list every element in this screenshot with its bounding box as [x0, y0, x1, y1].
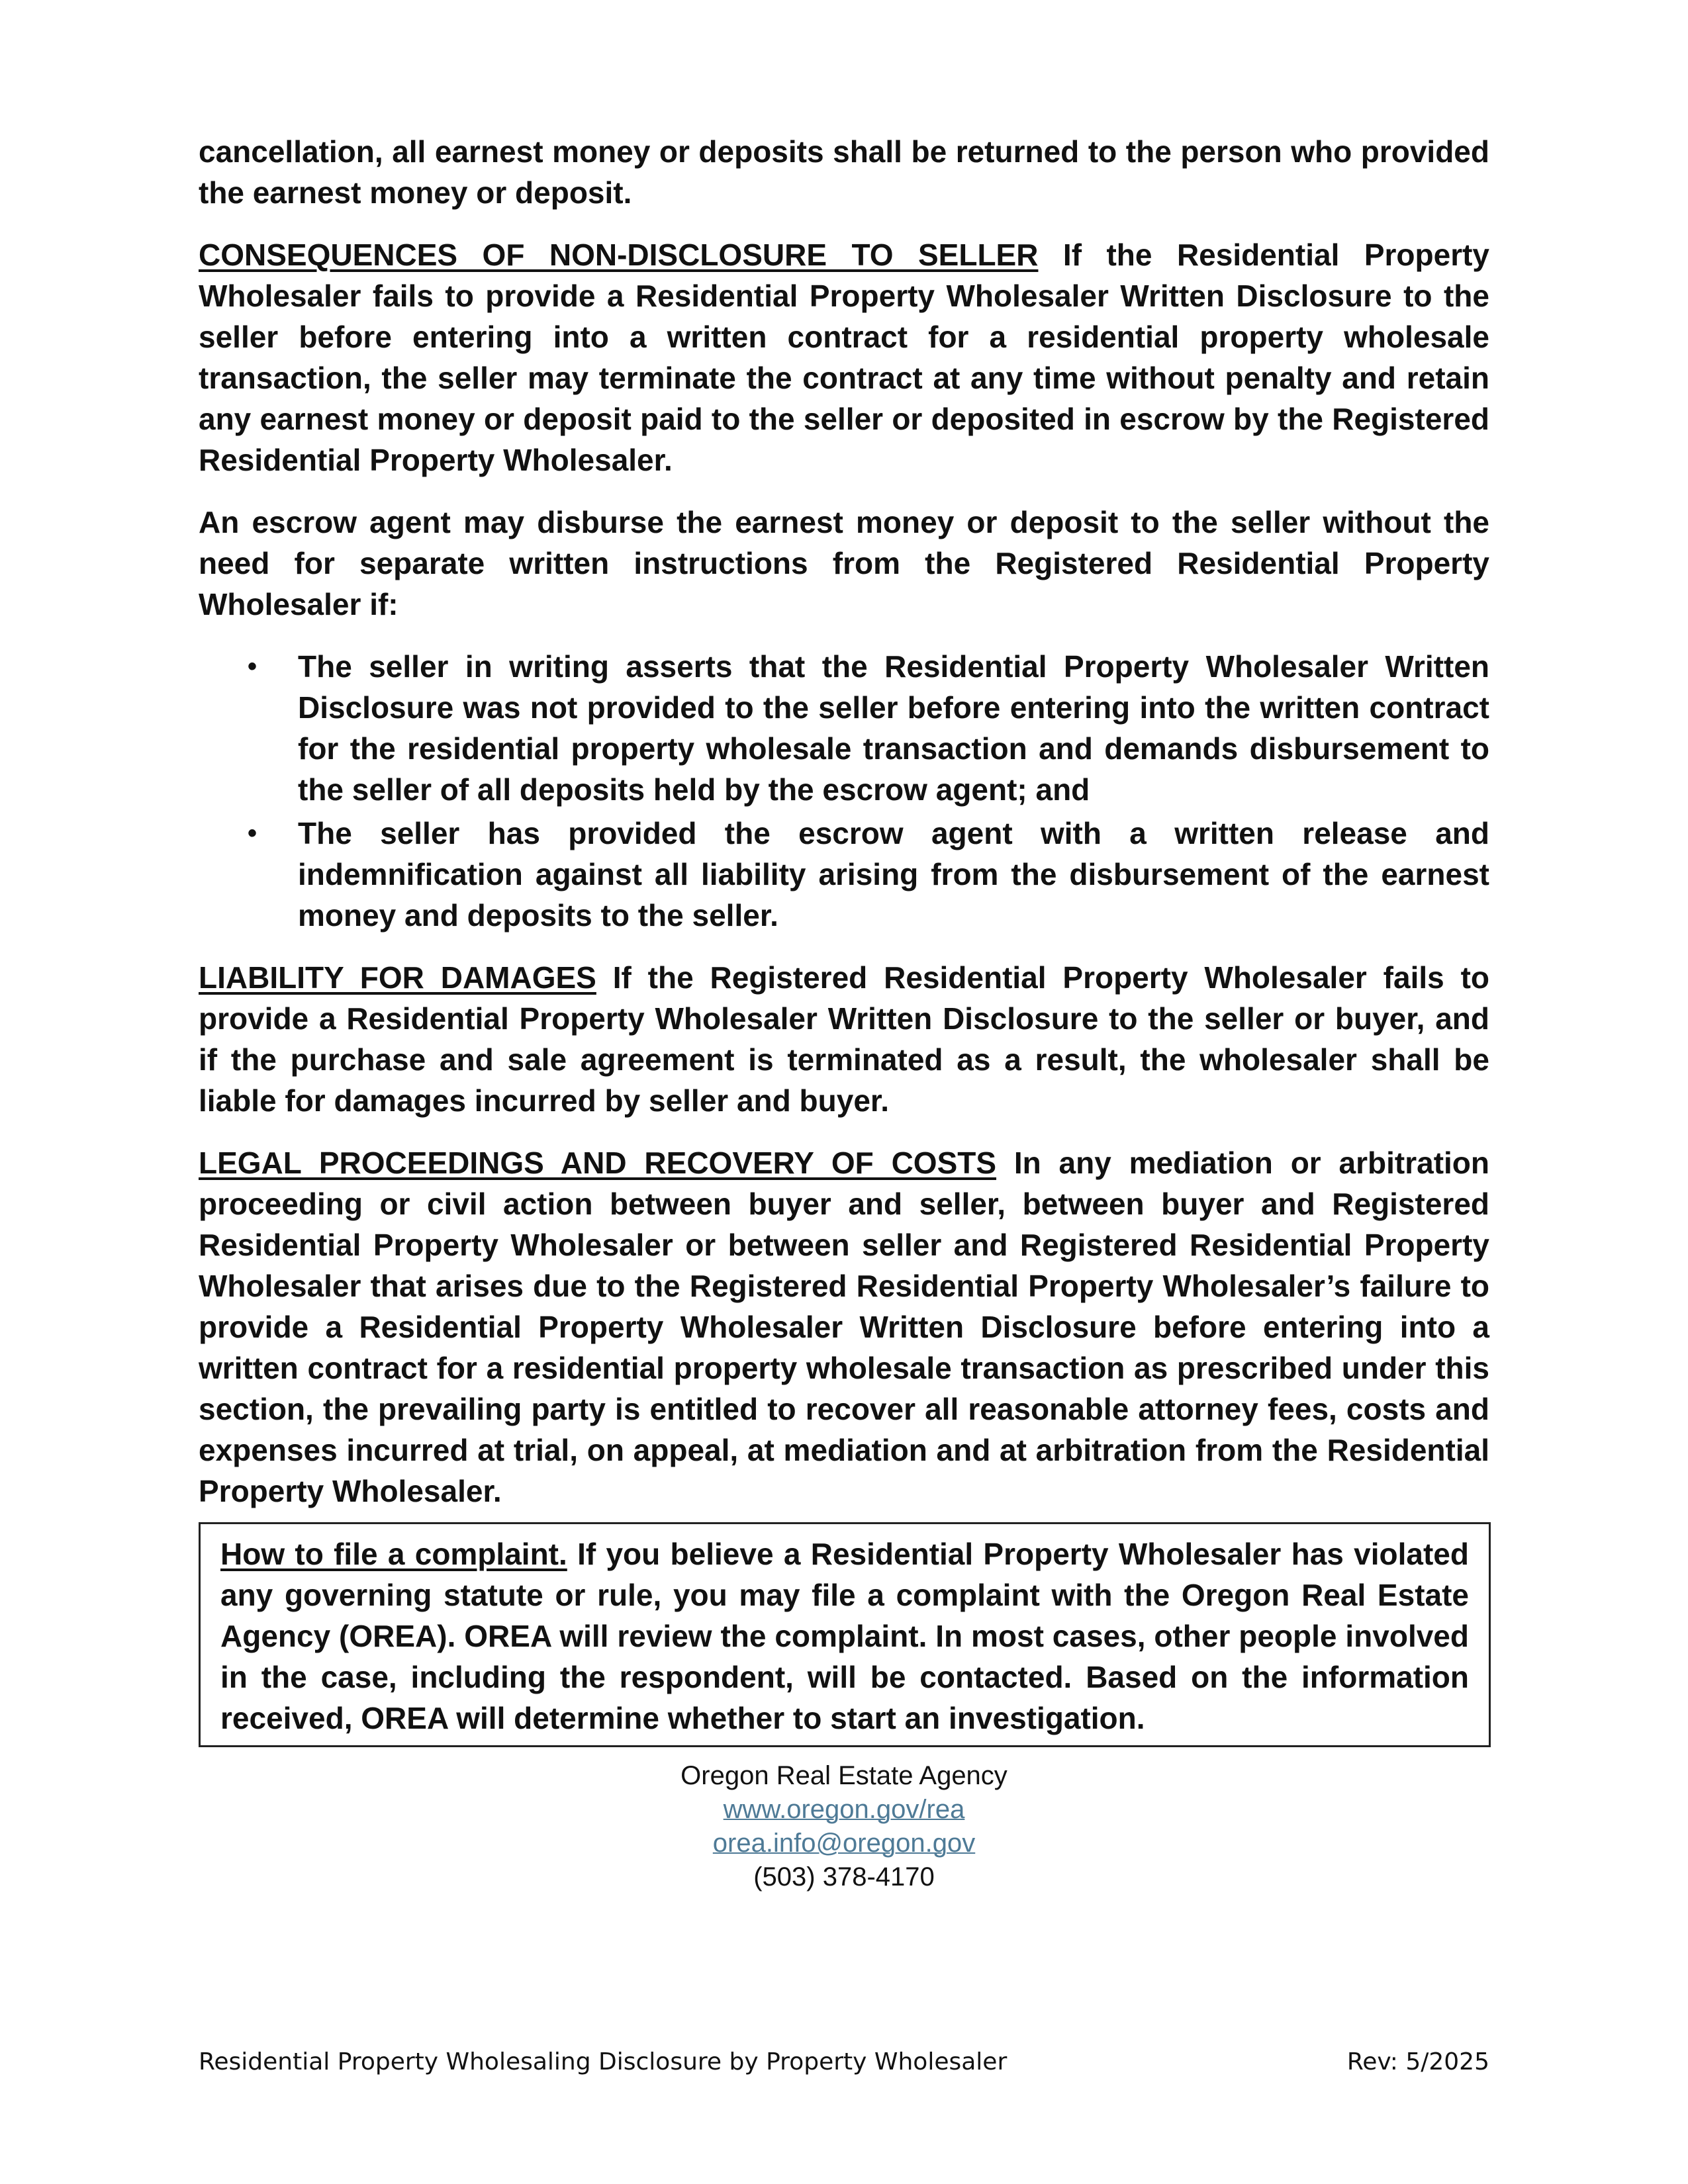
document-page	[199, 131, 1489, 1894]
intro-paragraph	[199, 131, 1489, 213]
footer-doc-title: Residential Property Wholesaling Disclosure by Property Wholesaler	[199, 2048, 1008, 2075]
liability-section	[199, 957, 1489, 1121]
page-footer	[199, 2048, 1489, 2077]
complaint-text: If you believe a Residential Property Wholesaler has violated any governing statute or rule, you may file a complaint with the Oregon Real Estate Agency (OREA). OREA will review the complaint. In most cases, other people involved in the case, including the respondent, will be contacted. Based on the information received, OREA will determine whether to start an investigation.	[220, 1537, 1469, 1735]
website-link[interactable]: www.oregon.gov/rea	[723, 1795, 965, 1824]
legal-proceedings-text: In any mediation or arbitration proceeding or civil action between buyer and seller, between buyer and Registered Residential Property Wholesaler or between seller and Registered Residential Property Wholesaler that arises due to the Registered Residential Property Wholesaler’s failure to provide a Residential Property Wholesaler Written Disclosure before entering into a written contract for a residential property wholesale transaction as prescribed under this section, the prevailing party is entitled to recover all reasonable attorney fees, costs and expenses incurred at trial, on appeal, at mediation and at arbitration from the Residential Property Wholesaler.	[199, 1146, 1489, 1508]
footer-revision: Rev: 5/2025	[1346, 2048, 1489, 2075]
list-item	[199, 813, 1489, 936]
complaint-paragraph	[220, 1533, 1469, 1739]
bullet-icon: •	[248, 819, 258, 848]
non-disclosure-seller-section	[199, 234, 1489, 480]
complaint-heading: How to file a complaint.	[220, 1537, 567, 1571]
intro-text: cancellation, all earnest money or deposits shall be returned to the person who provided the earnest money or deposit.	[199, 134, 1489, 210]
complaint-box	[199, 1522, 1491, 1747]
contact-block	[199, 1759, 1489, 1894]
escrow-text: An escrow agent may disburse the earnest money or deposit to the seller without the need for separate written instructions from the Registered Residential Property Wholesaler if:	[199, 505, 1489, 621]
list-item	[199, 646, 1489, 810]
liability-text: If the Registered Residential Property Wholesaler fails to provide a Residential Property Wholesaler Written Disclosure to the seller or buyer, and if the purchase and sale agreement is terminated as a result, the wholesaler shall be liable for damages incurred by seller and buyer.	[199, 960, 1489, 1118]
liability-heading: LIABILITY FOR DAMAGES	[199, 960, 596, 995]
escrow-conditions-list	[199, 646, 1489, 936]
email-link[interactable]: orea.info@oregon.gov	[712, 1829, 976, 1858]
list-item-text: The seller in writing asserts that the Residential Property Wholesaler Written Disclosure was not provided to the seller before entering into the written contract for the residential property wholesale transaction and demands disbursement to the seller of all deposits held by the escrow agent; and	[298, 649, 1489, 807]
bullet-icon: •	[248, 652, 258, 681]
legal-proceedings-heading: LEGAL PROCEEDINGS AND RECOVERY OF COSTS	[199, 1146, 997, 1180]
phone-number: (503) 378-4170	[753, 1862, 935, 1891]
non-disclosure-seller-heading: CONSEQUENCES OF NON-DISCLOSURE TO SELLER	[199, 238, 1039, 272]
agency-name: Oregon Real Estate Agency	[680, 1761, 1008, 1790]
non-disclosure-seller-text: If the Residential Property Wholesaler fails to provide a Residential Property Wholesaler Written Disclosure to the seller before entering into a written contract for a residential property wholesale transaction, the seller may terminate the contract at any time without penalty and retain any earnest money or deposit paid to the seller or deposited in escrow by the Registered Residential Property Wholesaler.	[199, 238, 1489, 477]
list-item-text: The seller has provided the escrow agent with a written release and indemnification against all liability arising from the disbursement of the earnest money and deposits to the seller.	[298, 816, 1489, 933]
legal-proceedings-section	[199, 1142, 1489, 1512]
escrow-paragraph	[199, 502, 1489, 625]
